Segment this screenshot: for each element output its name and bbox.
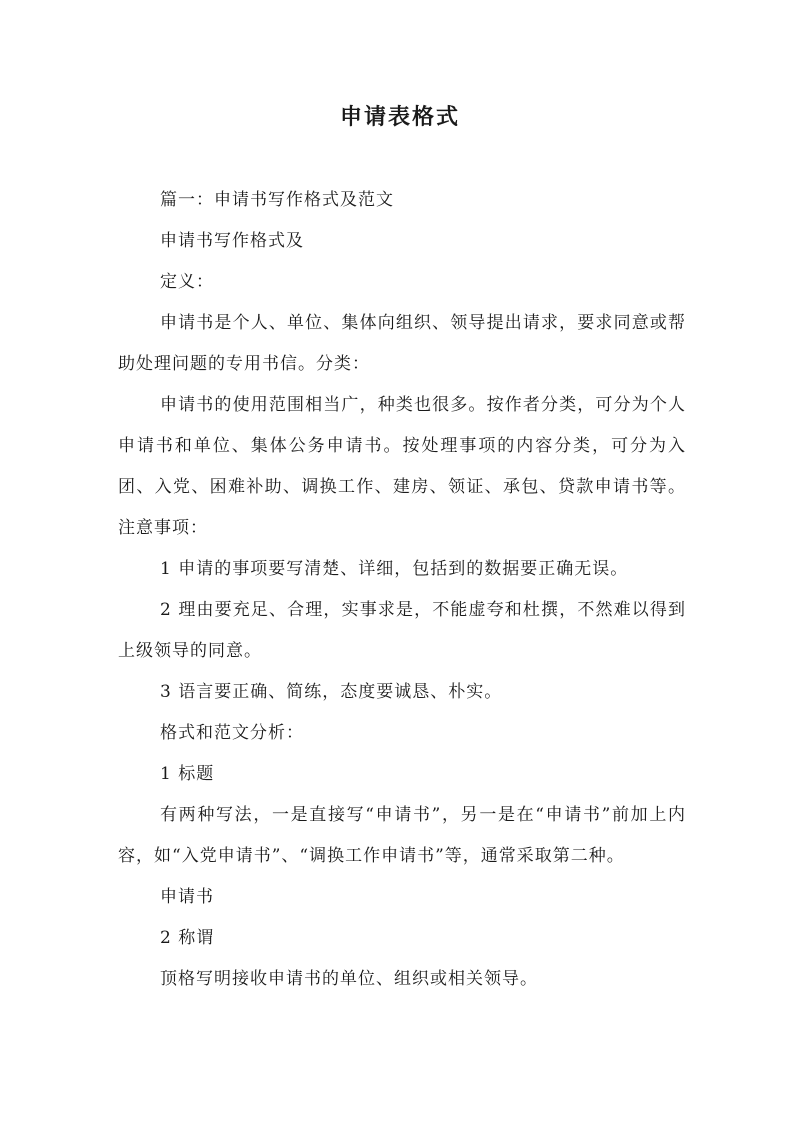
paragraph-5: 申请书的使用范围相当广，种类也很多。按作者分类，可分为个人申请书和单位、集体公务申请书。按处理事项的内容分类，可分为入团、入党、困难补助、调换工作、建房、领证、承包、贷款申请书等。注意事项： (118, 395, 686, 538)
paragraph-7: 2 理由要充足、合理，实事求是，不能虚夸和杜撰，不然难以得到上级领导的同意。 (118, 600, 686, 661)
paragraph-11: 有两种写法，一是直接写“申请书”，另一是在“申请书”前加上内容，如“入党申请书”、“调换工作申请书”等，通常采取第二种。 (118, 805, 686, 866)
paragraph-10: 1 标题 (160, 764, 215, 784)
paragraph-9: 格式和范文分析： (160, 723, 304, 743)
paragraph-8: 3 语言要正确、简练，态度要诚恳、朴实。 (160, 682, 503, 702)
paragraph-13: 2 称谓 (160, 928, 215, 948)
paragraph-12: 申请书 (160, 887, 214, 907)
paragraph-1: 篇一：申请书写作格式及范文 (160, 190, 394, 210)
paragraph-2: 申请书写作格式及 (160, 231, 304, 251)
paragraph-4: 申请书是个人、单位、集体向组织、领导提出请求，要求同意或帮助处理问题的专用书信。分类： (118, 313, 686, 374)
paragraph-6: 1 申请的事项要写清楚、详细，包括到的数据要正确无误。 (160, 559, 629, 579)
paragraph-14: 顶格写明接收申请书的单位、组织或相关领导。 (160, 969, 538, 989)
document-body (118, 180, 686, 1000)
page-title: 申请表格式 (339, 105, 460, 130)
paragraph-3: 定义： (160, 272, 214, 292)
